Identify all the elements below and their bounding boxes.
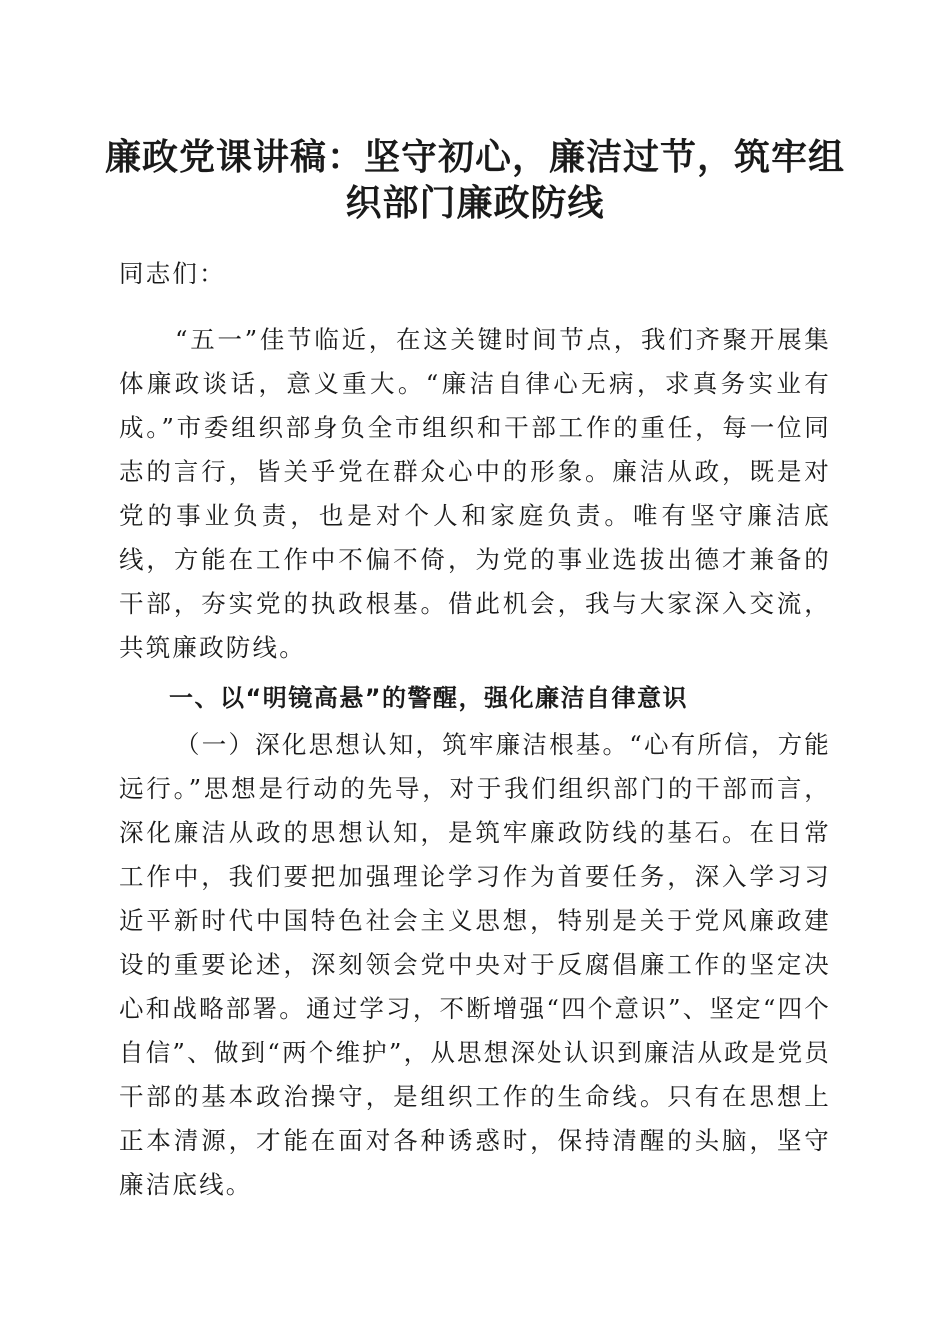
section-heading-1: 一、以“明镜高悬”的警醒，强化廉洁自律意识 (169, 684, 689, 712)
paragraph-intro: “五一”佳节临近，在这关键时间节点，我们齐聚开展集体廉政谈话，意义重大。“廉洁自律心无病，求真务实业有成。”市委组织部身负全市组织和干部工作的重任，每一位同志的言行，皆关乎党在群众心中的形象。廉洁从政，既是对党的事业负责，也是对个人和家庭负责。唯有坚守廉洁底线，方能在工作中不偏不倚，为党的事业选拔出德才兼备的干部，夯实党的执政根基。借此机会，我与大家深入交流，共筑廉政防线。 (119, 325, 831, 662)
paragraph-section-1-1: （一）深化思想认知，筑牢廉洁根基。“心有所信，方能远行。”思想是行动的先导，对于我们组织部门的干部而言，深化廉洁从政的思想认知，是筑牢廉政防线的基石。在日常工作中，我们要把加强理论学习作为首要任务，深入学习习近平新时代中国特色社会主义思想，特别是关于党风廉政建设的重要论述，深刻领会党中央对于反腐倡廉工作的坚定决心和战略部署。通过学习，不断增强“四个意识”、坚定“四个自信”、做到“两个维护”，从思想深处认识到廉洁从政是党员干部的基本政治操守，是组织工作的生命线。只有在思想上正本清源，才能在面对各种诱惑时，保持清醒的头脑，坚守廉洁底线。 (119, 730, 831, 1199)
salutation: 同志们： (119, 259, 226, 288)
document-title: 廉政党课讲稿：坚守初心，廉洁过节，筑牢组织部门廉政防线 (104, 136, 845, 224)
